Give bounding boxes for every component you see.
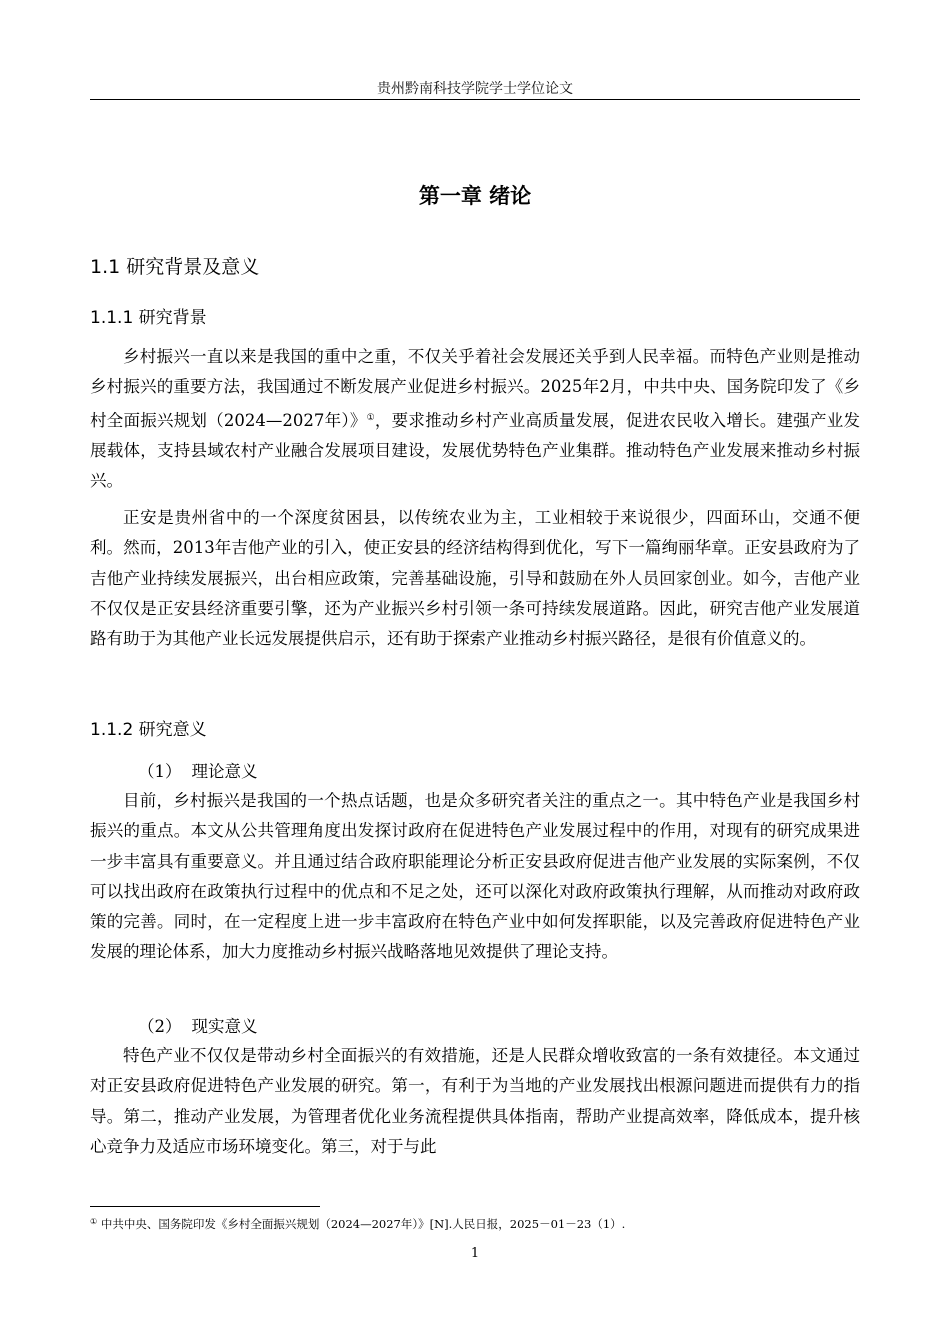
running-header: 贵州黔南科技学院学士学位论文 [377,81,573,97]
paragraph-theoretical-significance: 目前，乡村振兴是我国的一个热点话题，也是众多研究者关注的重点之一。其中特色产业是我国乡村振兴的重点。本文从公共管理角度出发探讨政府在促进特色产业发展过程中的作用，对现有的研究成果进一步丰富具有重要意义。并且通过结合政府职能理论分析正安县政府促进吉他产业发展的实际案例，不仅可以找出政府在政策执行过程中的优点和不足之处，还可以深化对政府政策执行理解，从而推动对政府政策的完善。同时，在一定程度上进一步丰富政府在特色产业中如何发挥职能，以及完善政府促进特色产业发展的理论体系，加大力度推动乡村振兴战略落地见效提供了理论支持。 [90,791,860,962]
list-item-theoretical [90,758,258,782]
chapter-title: 第一章 绪论 [418,184,532,208]
list-item-practical [90,1013,258,1037]
list-number: （2） [138,1017,182,1036]
list-number: （1） [138,762,182,781]
header-divider [90,99,860,100]
paragraph-practical-significance: 特色产业不仅仅是带动乡村全面振兴的有效措施，还是人民群众增收致富的一条有效捷径。本文通过对正安县政府促进特色产业发展的研究。第一，有利于为当地的产业发展找出根源问题进而提供有力的指导。第二，推动产业发展，为管理者优化业务流程提供具体指南，帮助产业提高效率，降低成本，提升核心竞争力及适应市场环境变化。第三，对于与此 [90,1046,860,1156]
paragraph-background-2: 正安是贵州省中的一个深度贫困县，以传统农业为主，工业相较于来说很少，四面环山，交通不便利。然而，2013年吉他产业的引入，使正安县的经济结构得到优化，写下一篇绚丽华章。正安县政府为了吉他产业持续发展振兴，出台相应政策，完善基础设施，引导和鼓励在外人员回家创业。如今，吉他产业不仅仅是正安县经济重要引擎，还为产业振兴乡村引领一条可持续发展道路。因此，研究吉他产业发展道路有助于为其他产业长远发展提供启示，还有助于探索产业推动乡村振兴路径，是很有价值意义的。 [90,508,860,649]
section-heading-1-1-2: 1.1.2 研究意义 [90,720,207,740]
list-label: 理论意义 [191,762,258,781]
page-number: 1 [470,1246,480,1261]
footnote-reference[interactable]: ① [366,412,375,423]
list-label: 现实意义 [191,1017,258,1036]
section-heading-1-1-1: 1.1.1 研究背景 [90,308,207,328]
paragraph-background-1 [90,342,860,496]
footnote-divider [90,1206,320,1207]
paragraph-text: ，要求推动乡村产业高质量发展，促进农民收入增长。建强产业发展载体，支持县域农村产业融合发展项目建设，发展优势特色产业集群。推动特色产业发展来推动乡村振兴。 [90,410,861,491]
footnote [90,1216,860,1232]
footnote-mark: ① [90,1217,98,1226]
section-heading-1-1: 1.1 研究背景及意义 [90,256,260,278]
paragraph-text: 乡村振兴一直以来是我国的重中之重，不仅关乎着社会发展还关乎到人民幸福。而特色产业则是推动乡村振兴的重要方法，我国通过不断发展产业促进乡村振兴。2025年2月，中共中央、国务院印发了《乡村全面振兴规划（2024—2027年）》 [90,347,860,430]
footnote-text: 中共中央、国务院印发《乡村全面振兴规划（2024—2027年）》[N].人民日报，2025－01－23（1）. [97,1217,626,1231]
